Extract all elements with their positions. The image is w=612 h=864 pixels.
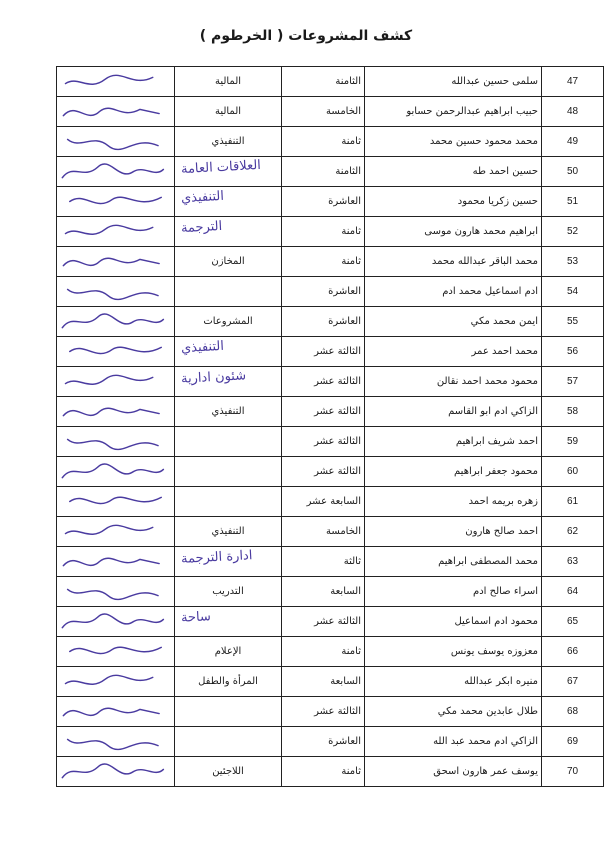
employee-name: احمد شريف ابراهيم bbox=[365, 427, 542, 457]
signature-cell bbox=[57, 667, 175, 697]
department-cell bbox=[175, 127, 282, 157]
table-row bbox=[57, 277, 604, 307]
grade-cell: الثالثة عشر bbox=[282, 367, 365, 397]
handwritten-department: التنفيذي bbox=[180, 338, 225, 357]
grade-cell: ثامنة bbox=[282, 757, 365, 787]
handwritten-department: ساحة bbox=[180, 609, 212, 626]
signature-cell bbox=[57, 247, 175, 277]
table-row bbox=[57, 487, 604, 517]
table-row bbox=[57, 757, 604, 787]
signature bbox=[57, 187, 174, 216]
signature-cell bbox=[57, 397, 175, 427]
signature-cell bbox=[57, 547, 175, 577]
department-label: التدريب bbox=[212, 586, 244, 597]
row-number: 55 bbox=[542, 307, 604, 337]
row-number: 63 bbox=[542, 547, 604, 577]
signature bbox=[57, 217, 174, 246]
table-row bbox=[57, 397, 604, 427]
employee-name: محمود ادم اسماعيل bbox=[365, 607, 542, 637]
grade-cell: الثالثة عشر bbox=[282, 457, 365, 487]
employee-name: حسين احمد طه bbox=[365, 157, 542, 187]
department-cell bbox=[175, 427, 282, 457]
signature-cell bbox=[57, 757, 175, 787]
signature bbox=[57, 67, 174, 96]
table-row bbox=[57, 727, 604, 757]
department-label: اللاجئين bbox=[212, 766, 244, 777]
signature bbox=[57, 727, 174, 756]
department-cell bbox=[175, 757, 282, 787]
department-label: المالية bbox=[214, 106, 242, 117]
employee-name: ادم اسماعيل محمد ادم bbox=[365, 277, 542, 307]
table-row bbox=[57, 577, 604, 607]
employee-name: محمد المصطفى ابراهيم bbox=[365, 547, 542, 577]
signature bbox=[57, 667, 174, 696]
row-number: 52 bbox=[542, 217, 604, 247]
department-cell bbox=[175, 247, 282, 277]
signature-cell bbox=[57, 187, 175, 217]
signature-cell bbox=[57, 487, 175, 517]
signature-cell bbox=[57, 67, 175, 97]
table-row bbox=[57, 697, 604, 727]
row-number: 65 bbox=[542, 607, 604, 637]
row-number: 66 bbox=[542, 637, 604, 667]
table-row bbox=[57, 67, 604, 97]
signature-cell bbox=[57, 457, 175, 487]
signature bbox=[57, 457, 174, 486]
grade-cell: الثالثة عشر bbox=[282, 397, 365, 427]
grade-cell: الخامسة bbox=[282, 97, 365, 127]
table-row bbox=[57, 97, 604, 127]
projects-table bbox=[56, 66, 604, 787]
row-number: 53 bbox=[542, 247, 604, 277]
employee-name: حسين زكريا محمود bbox=[365, 187, 542, 217]
department-cell bbox=[175, 67, 282, 97]
signature-cell bbox=[57, 97, 175, 127]
grade-cell: العاشرة bbox=[282, 187, 365, 217]
grade-cell: الثامنة bbox=[282, 67, 365, 97]
handwritten-department: شئون ادارية bbox=[180, 368, 247, 387]
department-cell bbox=[175, 637, 282, 667]
row-number: 60 bbox=[542, 457, 604, 487]
row-number: 70 bbox=[542, 757, 604, 787]
department-label: المالية bbox=[214, 76, 242, 87]
signature-cell bbox=[57, 517, 175, 547]
table-row bbox=[57, 247, 604, 277]
employee-name: اسراء صالح ادم bbox=[365, 577, 542, 607]
employee-name: الزاكي ادم ابو القاسم bbox=[365, 397, 542, 427]
signature-cell bbox=[57, 337, 175, 367]
employee-name: محمود محمد احمد نقالن bbox=[365, 367, 542, 397]
table-row bbox=[57, 667, 604, 697]
department-cell bbox=[175, 397, 282, 427]
row-number: 64 bbox=[542, 577, 604, 607]
grade-cell: ثامنة bbox=[282, 247, 365, 277]
row-number: 58 bbox=[542, 397, 604, 427]
row-number: 56 bbox=[542, 337, 604, 367]
table-row bbox=[57, 517, 604, 547]
department-cell bbox=[175, 727, 282, 757]
employee-name: ايمن محمد مكي bbox=[365, 307, 542, 337]
row-number: 68 bbox=[542, 697, 604, 727]
department-label: المشروعات bbox=[203, 316, 253, 327]
employee-name: سلمى حسين عبدالله bbox=[365, 67, 542, 97]
signature-cell bbox=[57, 427, 175, 457]
department-cell bbox=[175, 157, 282, 187]
signature bbox=[57, 487, 174, 516]
grade-cell: السابعة bbox=[282, 667, 365, 697]
department-cell bbox=[175, 217, 282, 247]
signature-cell bbox=[57, 277, 175, 307]
signature bbox=[57, 397, 174, 426]
row-number: 67 bbox=[542, 667, 604, 697]
signature bbox=[57, 337, 174, 366]
signature bbox=[57, 277, 174, 306]
signature-cell bbox=[57, 727, 175, 757]
table-row bbox=[57, 607, 604, 637]
department-label: المرأة والطفل bbox=[198, 676, 258, 687]
grade-cell: السابعة bbox=[282, 577, 365, 607]
employee-name: محمد محمود حسين محمد bbox=[365, 127, 542, 157]
signature-cell bbox=[57, 217, 175, 247]
grade-cell: ثامنة bbox=[282, 127, 365, 157]
page-title: كشف المشروعات ( الخرطوم ) bbox=[199, 28, 413, 44]
department-cell bbox=[175, 667, 282, 697]
department-cell bbox=[175, 577, 282, 607]
row-number: 50 bbox=[542, 157, 604, 187]
row-number: 62 bbox=[542, 517, 604, 547]
signature bbox=[57, 427, 174, 456]
table-row bbox=[57, 157, 604, 187]
grade-cell: الثالثة عشر bbox=[282, 697, 365, 727]
employee-name: حبيب ابراهيم عبدالرحمن حسابو bbox=[365, 97, 542, 127]
handwritten-department: ادارة الترجمة bbox=[180, 548, 253, 567]
department-cell bbox=[175, 307, 282, 337]
signature bbox=[57, 157, 174, 186]
grade-cell: الخامسة bbox=[282, 517, 365, 547]
grade-cell: الثالثة عشر bbox=[282, 607, 365, 637]
signature bbox=[57, 637, 174, 666]
table-row bbox=[57, 457, 604, 487]
signature-cell bbox=[57, 577, 175, 607]
department-cell bbox=[175, 607, 282, 637]
table-row bbox=[57, 637, 604, 667]
grade-cell: ثامنة bbox=[282, 217, 365, 247]
handwritten-department: التنفيذي bbox=[180, 188, 225, 207]
employee-name: محمود جعفر ابراهيم bbox=[365, 457, 542, 487]
grade-cell: الثالثة عشر bbox=[282, 337, 365, 367]
signature bbox=[57, 697, 174, 726]
table-row bbox=[57, 337, 604, 367]
employee-name: يوسف عمر هارون اسحق bbox=[365, 757, 542, 787]
row-number: 57 bbox=[542, 367, 604, 397]
department-cell bbox=[175, 457, 282, 487]
signature-cell bbox=[57, 127, 175, 157]
signature bbox=[57, 247, 174, 276]
handwritten-department: الترجمة bbox=[180, 218, 223, 237]
employee-name: طلال عابدين محمد مكي bbox=[365, 697, 542, 727]
table-row bbox=[57, 187, 604, 217]
grade-cell: الثالثة عشر bbox=[282, 427, 365, 457]
signature-cell bbox=[57, 637, 175, 667]
row-number: 51 bbox=[542, 187, 604, 217]
table-row bbox=[57, 367, 604, 397]
department-label: المخازن bbox=[211, 256, 245, 267]
employee-name: محمد الباقر عبدالله محمد bbox=[365, 247, 542, 277]
signature bbox=[57, 607, 174, 636]
signature bbox=[57, 367, 174, 396]
row-number: 49 bbox=[542, 127, 604, 157]
department-label: التنفيذي bbox=[211, 136, 245, 147]
table-row bbox=[57, 217, 604, 247]
signature-cell bbox=[57, 697, 175, 727]
employee-name: احمد صالح هارون bbox=[365, 517, 542, 547]
signature bbox=[57, 547, 174, 576]
employee-name: الزاكي ادم محمد عبد الله bbox=[365, 727, 542, 757]
department-cell bbox=[175, 367, 282, 397]
department-cell bbox=[175, 517, 282, 547]
department-cell bbox=[175, 187, 282, 217]
signature bbox=[57, 97, 174, 126]
row-number: 47 bbox=[542, 67, 604, 97]
row-number: 61 bbox=[542, 487, 604, 517]
department-cell bbox=[175, 277, 282, 307]
row-number: 54 bbox=[542, 277, 604, 307]
employee-name: ابراهيم محمد هارون موسى bbox=[365, 217, 542, 247]
signature bbox=[57, 127, 174, 156]
signature-cell bbox=[57, 307, 175, 337]
employee-name: منيره ابكر عبدالله bbox=[365, 667, 542, 697]
signature bbox=[57, 577, 174, 606]
department-label: التنفيذي bbox=[211, 526, 245, 537]
grade-cell: العاشرة bbox=[282, 307, 365, 337]
department-cell bbox=[175, 487, 282, 517]
handwritten-department: العلاقات العامة bbox=[180, 157, 262, 178]
grade-cell: العاشرة bbox=[282, 727, 365, 757]
department-cell bbox=[175, 97, 282, 127]
department-cell bbox=[175, 547, 282, 577]
signature-cell bbox=[57, 607, 175, 637]
signature bbox=[57, 307, 174, 336]
table-row bbox=[57, 127, 604, 157]
grade-cell: العاشرة bbox=[282, 277, 365, 307]
table-row bbox=[57, 307, 604, 337]
table-row bbox=[57, 427, 604, 457]
row-number: 59 bbox=[542, 427, 604, 457]
grade-cell: الثامنة bbox=[282, 157, 365, 187]
department-label: التنفيذي bbox=[211, 406, 245, 417]
employee-name: محمد احمد عمر bbox=[365, 337, 542, 367]
table-row bbox=[57, 547, 604, 577]
signature-cell bbox=[57, 367, 175, 397]
department-label: الإعلام bbox=[214, 646, 242, 657]
grade-cell: ثالثة bbox=[282, 547, 365, 577]
row-number: 48 bbox=[542, 97, 604, 127]
grade-cell: ثامنة bbox=[282, 637, 365, 667]
signature bbox=[57, 517, 174, 546]
signature-cell bbox=[57, 157, 175, 187]
grade-cell: السابعة عشر bbox=[282, 487, 365, 517]
department-cell bbox=[175, 337, 282, 367]
employee-name: زهره بريمه احمد bbox=[365, 487, 542, 517]
row-number: 69 bbox=[542, 727, 604, 757]
signature bbox=[57, 757, 174, 786]
employee-name: معزوزه يوسف يونس bbox=[365, 637, 542, 667]
department-cell bbox=[175, 697, 282, 727]
